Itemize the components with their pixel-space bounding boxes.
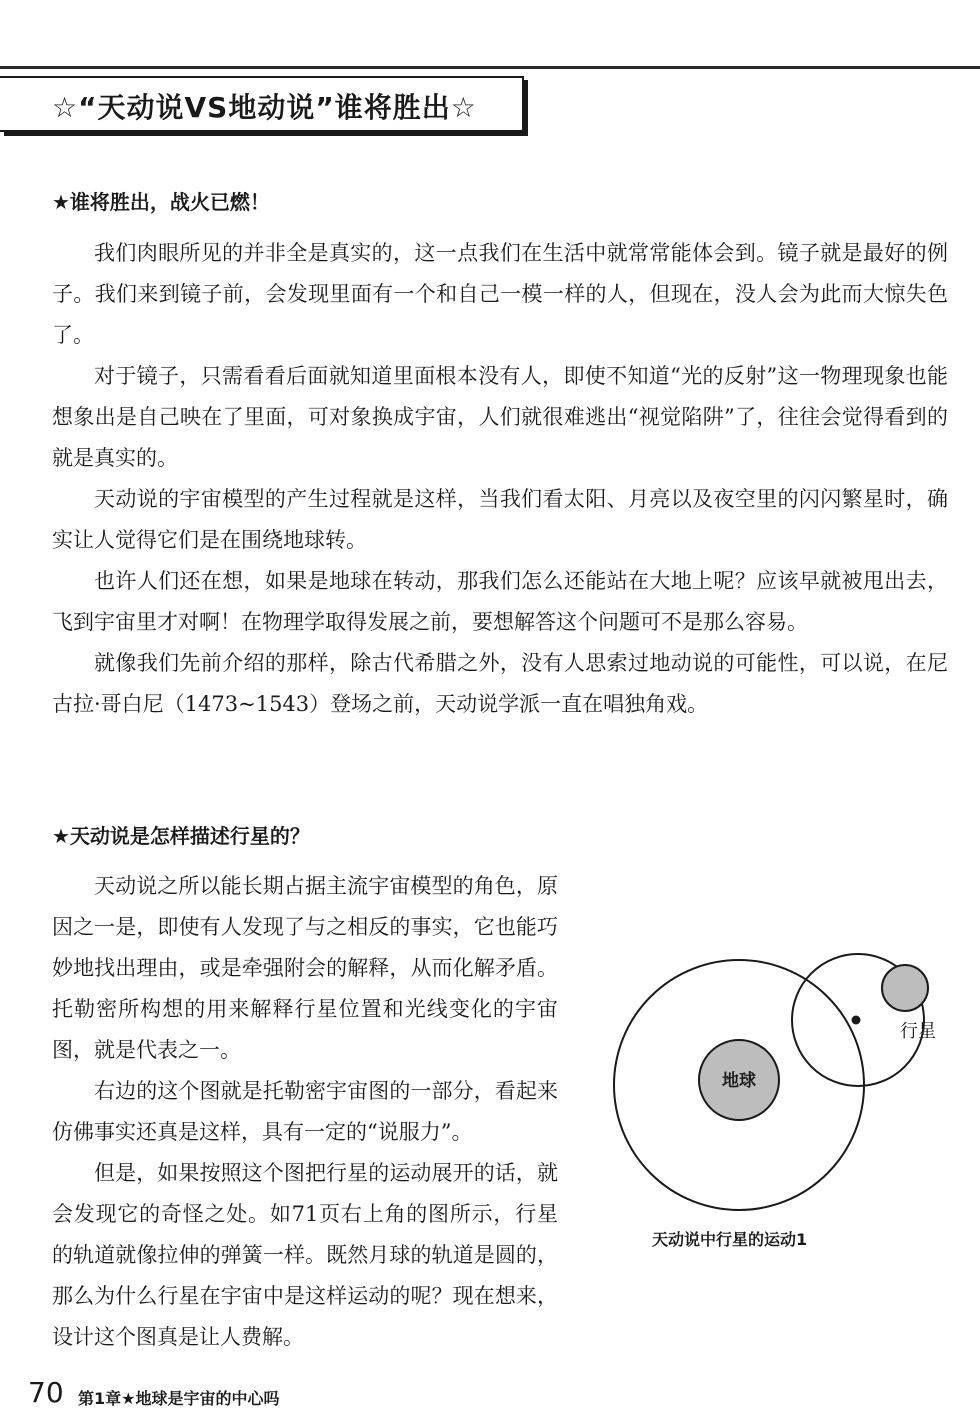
paragraph: 天动说的宇宙模型的产生过程就是这样，当我们看太阳、月亮以及夜空里的闪闪繁星时，确实让人觉得它们是在围绕地球转。: [52, 487, 948, 552]
paragraph: 也许人们还在想，如果是地球在转动，那我们怎么还能站在大地上呢？应该早就被甩出去，飞到宇宙里才对啊！在物理学取得发展之前，要想解答这个问题可不是那么容易。: [52, 569, 948, 634]
paragraph: 天动说之所以能长期占据主流宇宙模型的角色，原因之一是，即使有人发现了与之相反的事实，它也能巧妙地找出理由，或是牵强附会的解释，从而化解矛盾。托勒密所构想的用来解释行星位置和光线变化的宇宙图，就是代表之一。: [52, 874, 558, 1062]
chapter-footer: 第1章★地球是宇宙的中心吗: [78, 1389, 280, 1408]
planet-label: 行星: [900, 1021, 936, 1042]
page-number: 70: [28, 1376, 64, 1409]
figure-caption: 天动说中行星的运动1: [652, 1230, 808, 1249]
paragraph: 对于镜子，只需看看后面就知道里面根本没有人，即使不知道“光的反射”这一物理现象也能想象出是自己映在了里面，可对象换成宇宙，人们就很难逃出“视觉陷阱”了，往往会觉得看到的就是真实的。: [52, 364, 948, 470]
section-heading-1: ★谁将胜出，战火已燃！: [52, 190, 270, 214]
page-title: ☆“天动说VS地动说”谁将胜出☆: [52, 91, 477, 124]
section-heading-2: ★天动说是怎样描述行星的？: [52, 824, 310, 848]
paragraph: 就像我们先前介绍的那样，除古代希腊之外，没有人思索过地动说的可能性，可以说，在尼古拉·哥白尼（1473~1543）登场之前，天动说学派一直在唱独角戏。: [52, 651, 948, 716]
earth-label: 地球: [722, 1071, 756, 1091]
paragraph: 右边的这个图就是托勒密宇宙图的一部分，看起来仿佛事实还真是这样，具有一定的“说服力”。: [52, 1079, 558, 1144]
ptolemy-diagram: [600, 930, 960, 1230]
paragraph: 但是，如果按照这个图把行星的运动展开的话，就会发现它的奇怪之处。如71页右上角的图所示，行星的轨道就像拉伸的弹簧一样。既然月球的轨道是圆的，那么为什么行星在宇宙中是这样运动的呢？现在想来，设计这个图真是让人费解。: [52, 1161, 558, 1349]
planet: [882, 965, 928, 1011]
paragraph: 我们肉眼所见的并非全是真实的，这一点我们在生活中就常常能体会到。镜子就是最好的例子。我们来到镜子前，会发现里面有一个和自己一模一样的人，但现在，没人会为此而大惊失色了。: [52, 241, 948, 347]
top-rule: [0, 66, 980, 69]
epicycle-center-point: [852, 1016, 861, 1025]
